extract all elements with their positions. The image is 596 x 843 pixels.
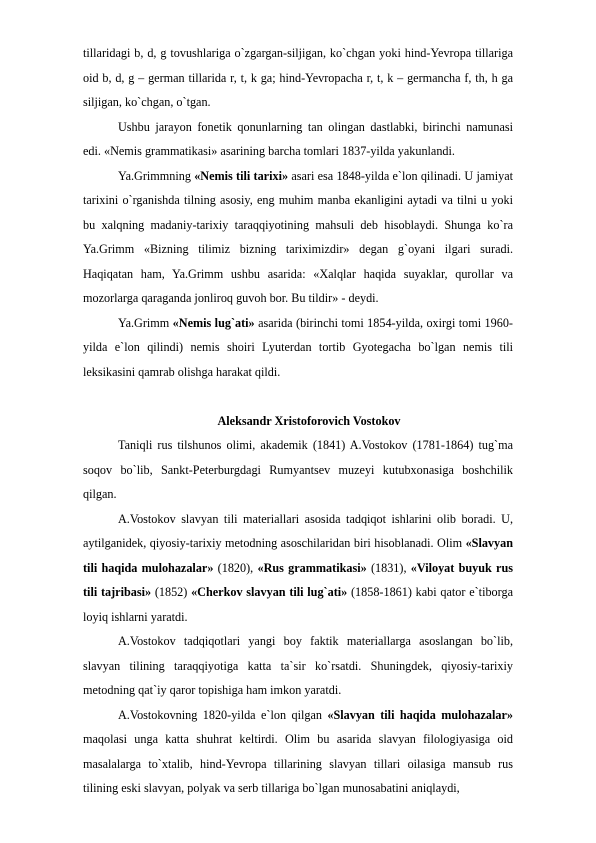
paragraph [83,115,513,164]
paragraph-text: asarida (birinchi tomi 1854-yilda, oxirgi tomi 1960-yilda e`lon qilindi) nemis shoiri Lyuterdan tortib Gyotegacha bo`lgan nemis tili leksikasini qamrab olishga harakat qildi. [83,315,513,379]
paragraph-text: Ya.Grimmning [118,168,195,183]
paragraph [83,629,513,703]
bold-title-text: «Rus grammatikasi» [257,560,367,575]
paragraph-text: (1852) [151,585,192,599]
bold-title-text: «Slavyan tili haqida mulohazalar» [327,707,513,722]
paragraph-text: (1831), [366,560,411,575]
paragraph-text: (1820), [213,560,258,575]
paragraph-text: (1858-1861) kabi qator e`tiborga loyiq ishlarni yaratdi. [83,585,513,624]
bold-title-text: «Nemis lug`ati» [172,315,255,330]
body-text-bottom [83,433,513,801]
bold-title-text: «Nemis tili tarixi» [194,168,289,183]
paragraph [83,41,513,115]
bold-title-text: «Cherkov slavyan tili lug`ati» [191,585,348,599]
paragraph [83,164,513,311]
bold-title-text: «Slavyan tili haqida mulohazalar» [83,536,513,575]
paragraph-text: A.Vostokov tadqiqotlari yangi boy faktik materiallarga asoslangan bo`lib, slavyan tilining taraqqiyotiga katta ta`sir ko`rsatdi. Shuningdek, qiyosiy-tarixiy metodning qat`iy qaror topishiga ham imkon yaratdi. [83,634,513,697]
paragraph-text: A.Vostokov slavyan tili materiallari asosida tadqiqot ishlarini olib boradi. U, aytilganidek, qiyosiy-tarixiy metodning asoschilaridan biri hisoblanadi. Olim [83,511,513,550]
blank-line [83,384,513,409]
bold-title-text: «Viloyat buyuk rus tili tajribasi» [83,560,513,599]
paragraph [83,703,513,801]
body-text-top [83,41,513,384]
paragraph-text: Ushbu jarayon fonetik qonunlarning tan olingan dastlabki, birinchi namunasi edi. «Nemis grammatikasi» asarining barcha tomlari 1837-yilda yakunlandi. [83,119,513,158]
section-heading: Aleksandr Xristoforovich Vostokov [217,413,401,428]
paragraph-text: Ya.Grimm [118,315,173,330]
paragraph [83,311,513,385]
paragraph [83,433,513,507]
paragraph-text: A.Vostokovning 1820-yilda e`lon qilgan [118,707,328,722]
paragraph-text: Taniqli rus tilshunos olimi, akademik (1841) A.Vostokov (1781-1864) tug`ma soqov bo`lib, Sankt-Peterburgdagi Rumyantsev muzeyi kutubxonasiga boshchilik qilgan. [83,438,513,501]
document-page [83,41,513,801]
paragraph [83,507,513,630]
paragraph-text: tillaridagi b, d, g tovushlariga o`zgargan-siljigan, ko`chgan yoki hind-Yevropa tillariga oid b, d, g – german tillarida r, t, k ga; hind-Yevropacha r, t, k – germancha f, th, h ga siljigan, ko`chgan, o`tgan. [83,46,513,109]
paragraph-text: maqolasi unga katta shuhrat keltirdi. Olim bu asarida slavyan filologiyasiga oid masalalarga to`xtalib, hind-Yevropa tillarining slavyan tillari oilasiga mansub rus tilining eski slavyan, polyak va serb tillariga bo`lgan munosabatini aniqlaydi, [83,732,513,795]
paragraph-text: asari esa 1848-yilda e`lon qilinadi. U jamiyat tarixini o`rganishda tilning asosiy, eng muhim manba ekanligini aytadi va tilni u yoki bu xalqning madaniy-tarixiy taraqqiyotining mahsuli deb hisoblaydi. Shunga ko`ra Ya.Grimm «Bizning tilimiz bizning tariximizdir» degan g`oyani ilgari suradi. Haqiqatan ham, Ya.Grimm ushbu asarida: «Xalqlar haqida suyaklar, qurollar va mozorlarga qaraganda jonliroq guvoh bor. Bu tildir» - deydi. [83,168,514,305]
